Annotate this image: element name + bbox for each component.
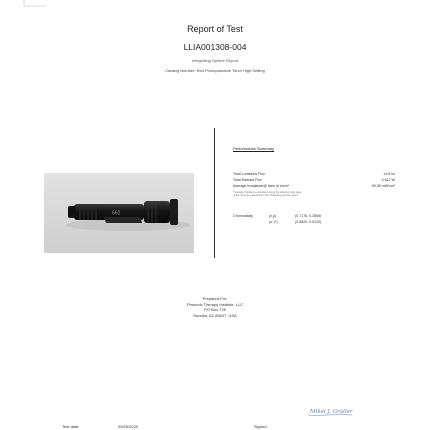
signature-image [300,404,360,418]
prepared-for-po-box: PO Box 778 [204,307,226,313]
report-title: Report of Test [187,24,243,34]
test-date-label: Test date: [62,424,80,429]
footnote-line: *Average irradiance calculated using the effective face area [233,191,302,194]
chromaticity-value: (0.5820, 0.5120) [295,220,322,224]
corner-mark-icon [22,0,48,8]
signed-label: Signed: [254,424,268,429]
report-id: LLIA001308-004 [183,42,247,52]
test-date-value: 09/25/2020 [118,424,139,429]
prepared-for-org: Photonic Therapy Institute, LLC [187,301,243,307]
chromaticity-label: Chromaticity [233,214,253,218]
vertical-divider [214,128,215,258]
summary-label: Total Luminous Flux [233,172,265,176]
summary-value: 14.8 lm [383,172,395,176]
prepared-for-city: Sonoita, AZ 85637, USA [193,312,237,318]
prepared-for-block [0,296,430,318]
signature-text: Mikel J. Graller [310,409,353,415]
summary-label: Total Radiant Flux [233,178,262,182]
prepared-for-label: Prepared For: [202,296,228,301]
footnote-line: of the torch as measured in the integrating sphere report [233,194,298,198]
chromaticity-value: (0.7176, 0.2806) [295,214,322,218]
irradiance-footnote [233,191,393,198]
product-photo [44,173,194,253]
report-subtitle: Integrating Sphere Report [191,58,239,63]
chromaticity-key: (x,y) [269,214,276,218]
summary-value: 99.38 mW/cm² [371,184,395,188]
summary-value: 0.612 W [381,178,395,182]
chromaticity-key: (u',v') [269,220,278,224]
torch-engraving: 660 [112,210,121,217]
performance-summary-heading: Performance Summary [233,146,275,151]
summary-label: Average Irradiance@ face of torch* [233,184,290,188]
flashlight-icon [44,173,194,253]
catalog-description: Catalog Number: Red Photopuncture Torch High Setting [165,68,265,73]
